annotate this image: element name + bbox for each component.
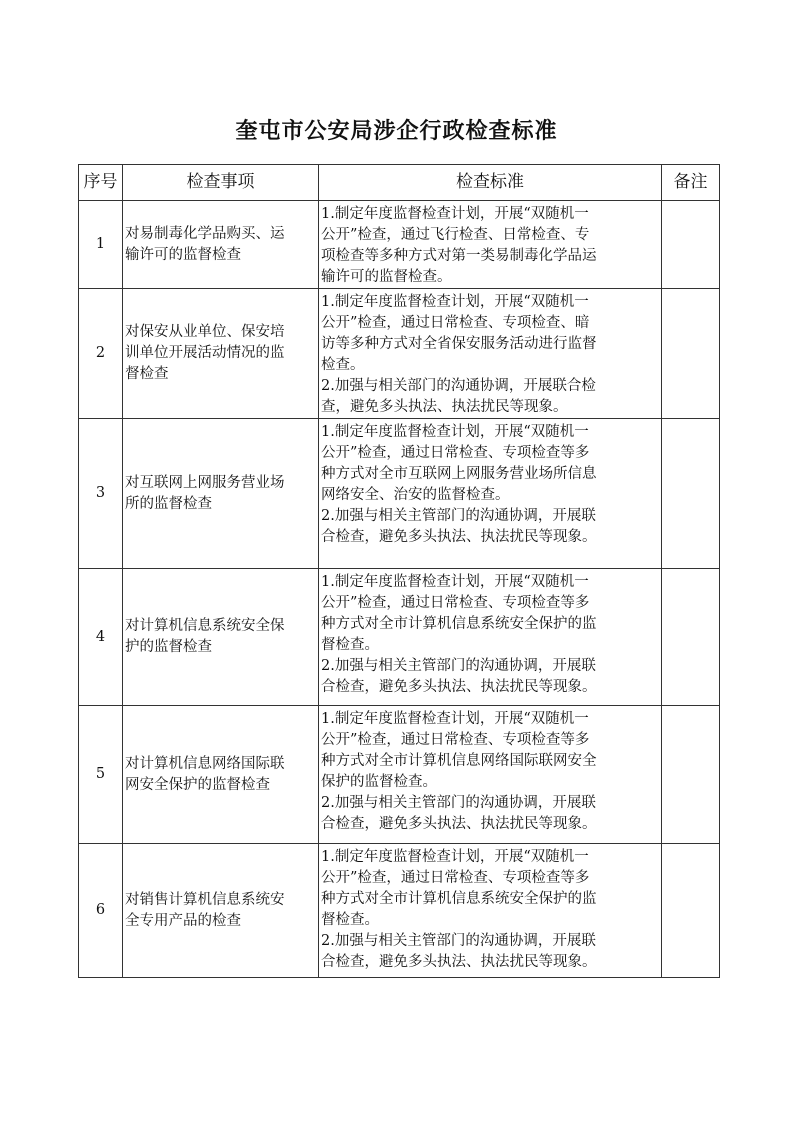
remark-cell	[662, 706, 720, 844]
inspection-standard	[319, 706, 662, 844]
item-line: 督检查	[125, 366, 169, 382]
row-number: 6	[79, 844, 123, 978]
standard-line: 1.制定年度监督检查计划，开展“双随机一	[321, 206, 589, 222]
header-no: 序号	[79, 165, 123, 201]
row-number: 2	[79, 289, 123, 419]
standard-line: 1.制定年度监督检查计划，开展“双随机一	[321, 574, 589, 590]
header-item: 检查事项	[123, 165, 319, 201]
inspection-standard	[319, 201, 662, 289]
standard-line: 访等多种方式对全省保安服务活动进行监督	[321, 336, 597, 352]
item-line: 对销售计算机信息系统安	[125, 891, 285, 908]
table-row	[79, 844, 720, 978]
row-number: 4	[79, 569, 123, 706]
standard-line: 公开”检查，通过飞行检查、日常检查、专	[321, 227, 590, 243]
standard-line: 督检查。	[321, 912, 379, 928]
standard-line: 合检查，避免多头执法、执法扰民等现象。	[321, 529, 597, 545]
inspection-item	[123, 844, 319, 978]
inspection-standard	[319, 844, 662, 978]
inspection-item	[123, 201, 319, 289]
item-line: 全专用产品的检查	[125, 912, 241, 929]
inspection-item	[123, 706, 319, 844]
table-row	[79, 289, 720, 419]
row-number: 3	[79, 419, 123, 569]
standard-line: 督检查。	[321, 637, 379, 653]
standard-line: 2.加强与相关主管部门的沟通协调，开展联	[321, 795, 596, 811]
row-number: 1	[79, 201, 123, 289]
inspection-item	[123, 289, 319, 419]
standard-line: 保护的监督检查。	[321, 774, 437, 790]
table-row	[79, 419, 720, 569]
standard-line: 合检查，避免多头执法、执法扰民等现象。	[321, 816, 597, 832]
remark-cell	[662, 569, 720, 706]
item-line: 对易制毒化学品购买、运	[125, 225, 285, 242]
standard-line: 公开”检查，通过日常检查、专项检查等多	[321, 595, 590, 611]
inspection-standard	[319, 289, 662, 419]
item-line: 输许可的监督检查	[125, 246, 241, 263]
standard-line: 2.加强与相关部门的沟通协调，开展联合检	[321, 378, 596, 394]
standard-line: 种方式对全市计算机信息系统安全保护的监	[321, 891, 597, 907]
standard-line: 合检查，避免多头执法、执法扰民等现象。	[321, 954, 597, 970]
table-row	[79, 569, 720, 706]
item-line: 对计算机信息网络国际联	[125, 755, 285, 772]
remark-cell	[662, 289, 720, 419]
row-number: 5	[79, 706, 123, 844]
inspection-standard	[319, 419, 662, 569]
table-header-row	[79, 165, 720, 201]
inspection-item	[123, 569, 319, 706]
remark-cell	[662, 419, 720, 569]
standard-line: 检查。	[321, 357, 365, 373]
remark-cell	[662, 201, 720, 289]
standard-line: 2.加强与相关主管部门的沟通协调，开展联	[321, 933, 596, 949]
standard-line: 种方式对全市互联网上网服务营业场所信息	[321, 466, 597, 482]
remark-cell	[662, 844, 720, 978]
standard-line: 合检查，避免多头执法、执法扰民等现象。	[321, 679, 597, 695]
standard-line: 公开”检查，通过日常检查、专项检查等多	[321, 445, 590, 461]
standard-line: 1.制定年度监督检查计划，开展“双随机一	[321, 294, 589, 310]
standard-line: 公开”检查，通过日常检查、专项检查等多	[321, 732, 590, 748]
standard-line: 网络安全、治安的监督检查。	[321, 487, 510, 503]
standard-line: 公开”检查，通过日常检查、专项检查等多	[321, 870, 590, 886]
standard-line: 项检查等多种方式对第一类易制毒化学品运	[321, 248, 597, 264]
standard-line: 查，避免多头执法、执法扰民等现象。	[321, 399, 568, 415]
item-line: 对互联网上网服务营业场	[125, 474, 285, 491]
standard-line: 1.制定年度监督检查计划，开展“双随机一	[321, 711, 589, 727]
standard-line: 种方式对全市计算机信息网络国际联网安全	[321, 753, 597, 769]
item-line: 网安全保护的监督检查	[125, 776, 270, 793]
table-row	[79, 706, 720, 844]
page-title: 奎屯市公安局涉企行政检查标准	[235, 119, 558, 144]
standard-line: 1.制定年度监督检查计划，开展“双随机一	[321, 424, 589, 440]
standard-line: 公开”检查，通过日常检查、专项检查、暗	[321, 315, 590, 331]
standard-line: 种方式对全市计算机信息系统安全保护的监	[321, 616, 597, 632]
item-line: 所的监督检查	[125, 495, 212, 512]
standard-line: 1.制定年度监督检查计划，开展“双随机一	[321, 849, 589, 865]
inspection-item	[123, 419, 319, 569]
item-line: 训单位开展活动情况的监	[125, 345, 285, 361]
header-remark: 备注	[662, 165, 720, 201]
standard-line: 输许可的监督检查。	[321, 269, 452, 285]
standard-line: 2.加强与相关主管部门的沟通协调，开展联	[321, 508, 596, 524]
standard-line: 2.加强与相关主管部门的沟通协调，开展联	[321, 658, 596, 674]
header-standard: 检查标准	[319, 165, 662, 201]
table-row	[79, 201, 720, 289]
inspection-standard	[319, 569, 662, 706]
item-line: 对保安从业单位、保安培	[125, 324, 285, 340]
item-line: 对计算机信息系统安全保	[125, 618, 285, 634]
inspection-standards-table	[78, 164, 720, 978]
item-line: 护的监督检查	[125, 639, 212, 655]
